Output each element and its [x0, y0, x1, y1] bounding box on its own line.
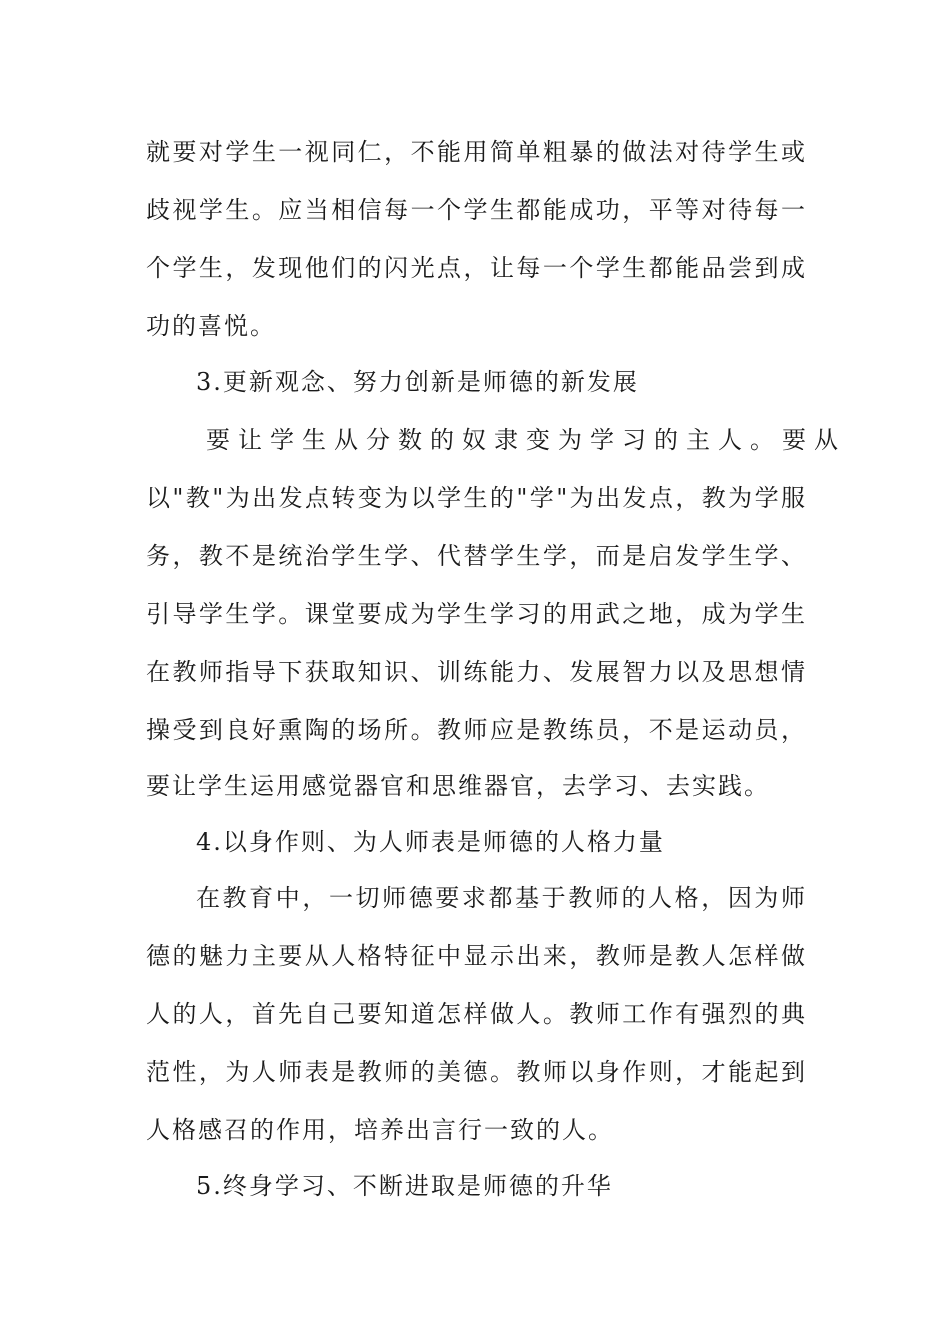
text-line: 引导学生学。课堂要成为学生学习的用武之地，成为学生 [146, 600, 806, 628]
text-line: 在教育中，一切师德要求都基于教师的人格，因为师 [196, 884, 806, 912]
text-line: 要让学生从分数的奴隶变为学习的主人。要从 [206, 426, 846, 454]
text-line: 个学生，发现他们的闪光点，让每一个学生都能品尝到成 [146, 254, 806, 282]
text-line: 务，教不是统治学生学、代替学生学，而是启发学生学、 [146, 542, 806, 570]
text-line: 操受到良好熏陶的场所。教师应是教练员，不是运动员， [146, 716, 806, 744]
text-line: 要让学生运用感觉器官和思维器官，去学习、去实践。 [146, 772, 770, 800]
section-heading: 3.更新观念、努力创新是师德的新发展 [196, 368, 639, 396]
section-heading: 5.终身学习、不断进取是师德的升华 [196, 1172, 613, 1200]
text-line: 人的人，首先自己要知道怎样做人。教师工作有强烈的典 [146, 1000, 806, 1028]
text-line: 德的魅力主要从人格特征中显示出来，教师是教人怎样做 [146, 942, 806, 970]
text-line: 歧视学生。应当相信每一个学生都能成功，平等对待每一 [146, 196, 806, 224]
text-line: 功的喜悦。 [146, 312, 276, 340]
text-line: 就要对学生一视同仁，不能用简单粗暴的做法对待学生或 [146, 138, 806, 166]
text-line: 在教师指导下获取知识、训练能力、发展智力以及思想情 [146, 658, 806, 686]
section-heading: 4.以身作则、为人师表是师德的人格力量 [196, 828, 665, 856]
text-line: 范性，为人师表是教师的美德。教师以身作则，才能起到 [146, 1058, 806, 1086]
text-line: 以"教"为出发点转变为以学生的"学"为出发点，教为学服 [146, 484, 806, 512]
text-line: 人格感召的作用，培养出言行一致的人。 [146, 1116, 614, 1144]
